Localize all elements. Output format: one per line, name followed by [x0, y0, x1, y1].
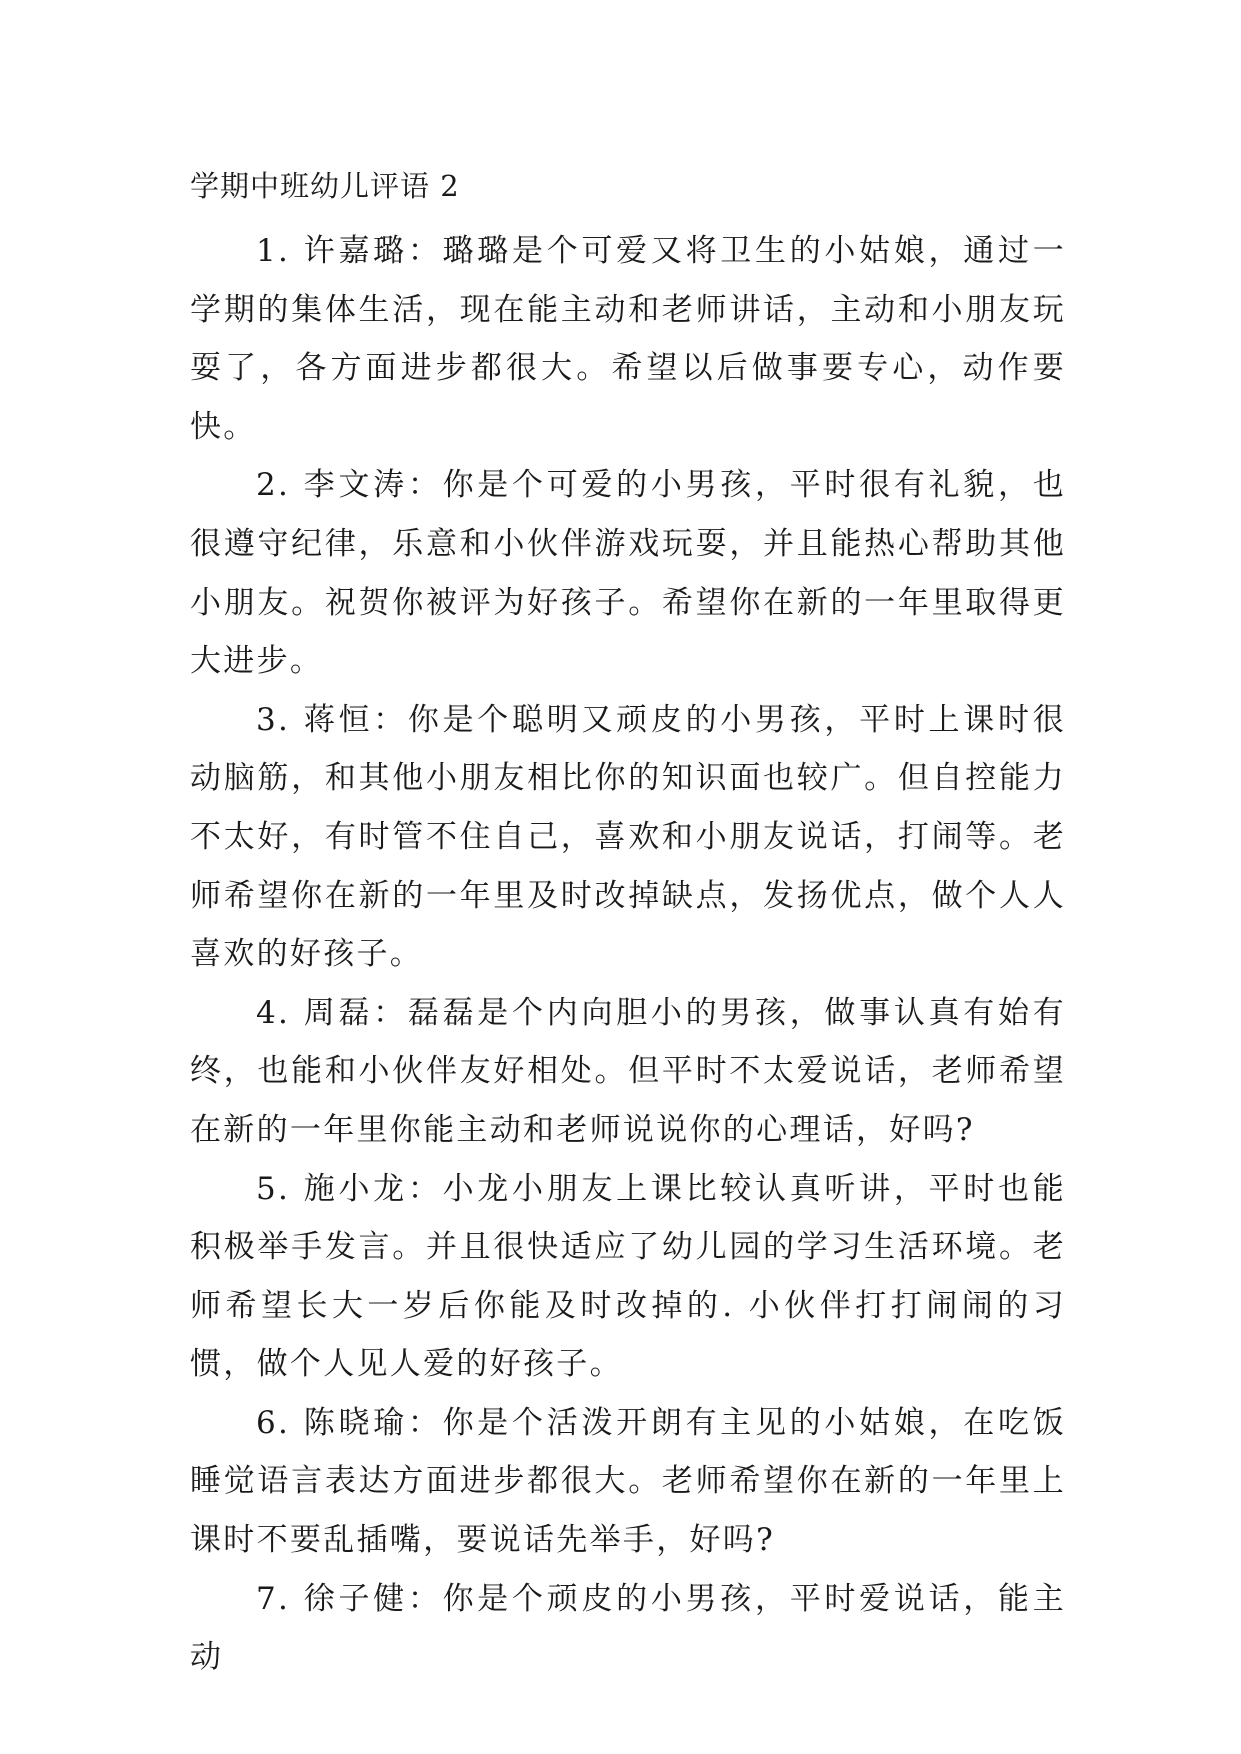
document-body [190, 222, 1066, 1687]
comment-paragraph-7: 7. 徐子健：你是个顽皮的小男孩，平时爱说话，能主动 [190, 1580, 1066, 1676]
comment-paragraph-2: 2. 李文涛：你是个可爱的小男孩，平时很有礼貌，也很遵守纪律，乐意和小伙伴游戏玩耍，并且能热心帮助其他小朋友。祝贺你被评为好孩子。希望你在新的一年里取得更大进步。 [190, 467, 1066, 680]
document-title: 学期中班幼儿评语 2 [190, 169, 460, 203]
comment-paragraph-4: 4. 周磊：磊磊是个内向胆小的男孩，做事认真有始有终，也能和小伙伴友好相处。但平时不太爱说话，老师希望在新的一年里你能主动和老师说说你的心理话，好吗? [190, 994, 1066, 1148]
comment-paragraph-1: 1. 许嘉璐：璐璐是个可爱又将卫生的小姑娘，通过一学期的集体生活，现在能主动和老师讲话，主动和小朋友玩耍了，各方面进步都很大。希望以后做事要专心，动作要快。 [190, 233, 1066, 445]
comment-paragraph-6: 6. 陈晓瑜：你是个活泼开朗有主见的小姑娘，在吃饭睡觉语言表达方面进步都很大。老师希望你在新的一年里上课时不要乱插嘴，要说话先举手，好吗? [190, 1404, 1066, 1559]
comment-paragraph-5: 5. 施小龙：小龙小朋友上课比较认真听讲，平时也能积极举手发言。并且很快适应了幼儿园的学习生活环境。老师希望长大一岁后你能及时改掉的. 小伙伴打打闹闹的习惯，做个人见人爱的好孩子。 [190, 1170, 1066, 1383]
comment-paragraph-3: 3. 蒋恒：你是个聪明又顽皮的小男孩，平时上课时很动脑筋，和其他小朋友相比你的知识面也较广。但自控能力不太好，有时管不住自己，喜欢和小朋友说话，打闹等。老师希望你在新的一年里及时改掉缺点，发扬优点，做个人人喜欢的好孩子。 [190, 701, 1066, 973]
